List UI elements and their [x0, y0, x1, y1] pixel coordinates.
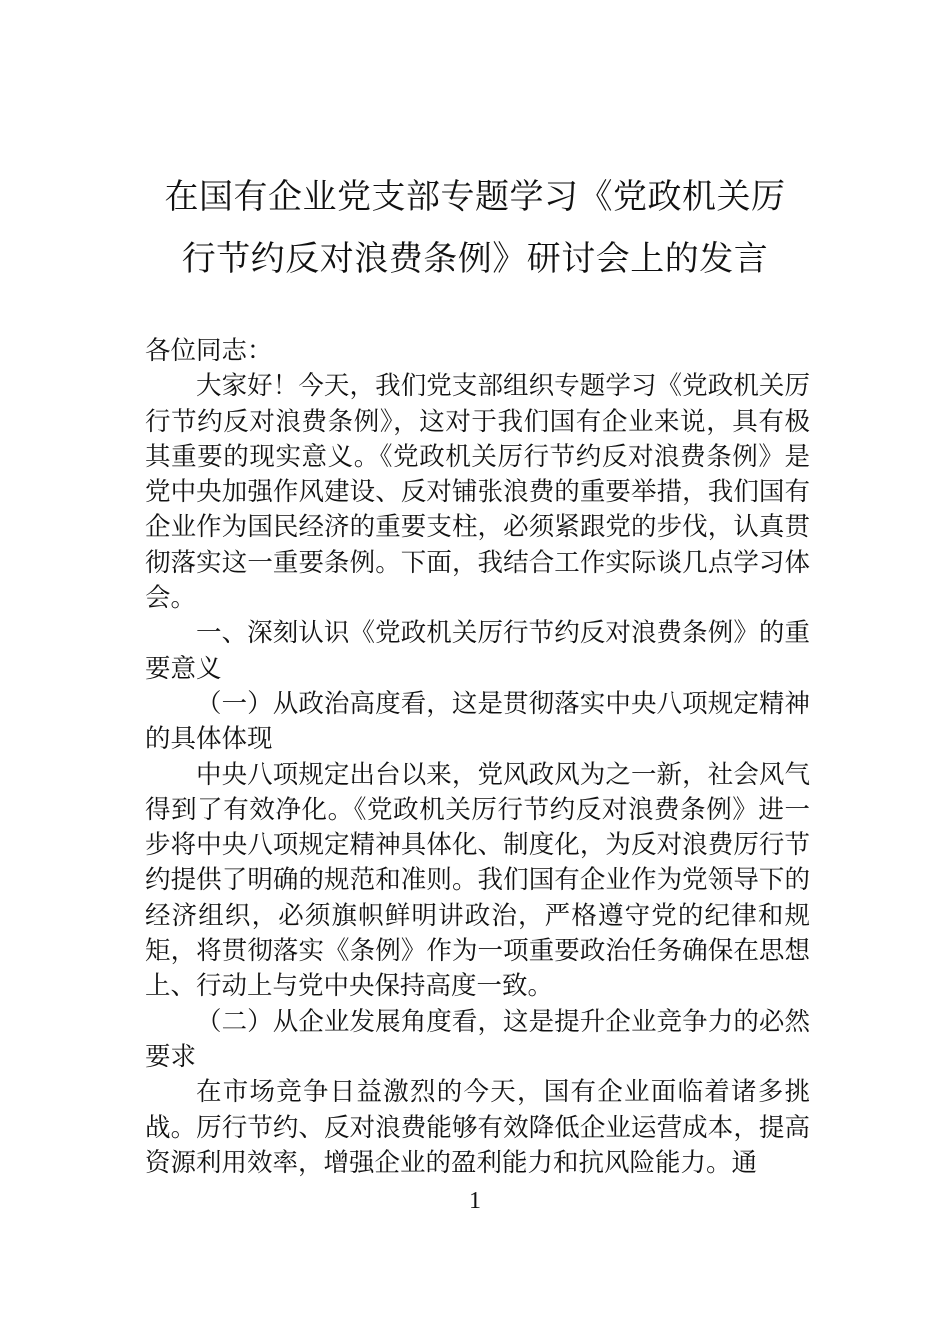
- subsection-heading-1: （一）从政治高度看，这是贯彻落实中央八项规定精神的具体体现: [145, 688, 810, 755]
- paragraph-subsection-1: 中央八项规定出台以来，党风政风为之一新，社会风气得到了有效净化。《党政机关厉行节约反对浪费条例》进一步将中央八项规定精神具体化、制度化，为反对浪费厉行节约提供了明确的规范和准则。我们国有企业作为党领导下的经济组织，必须旗帜鲜明讲政治，严格遵守党的纪律和规矩，将贯彻落实《条例》作为一项重要政治任务确保在思想上、行动上与党中央保持高度一致。: [145, 759, 810, 1002]
- paragraph-opening: 大家好！今天，我们党支部组织专题学习《党政机关厉行节约反对浪费条例》，这对于我们国有企业来说，具有极其重要的现实意义。《党政机关厉行节约反对浪费条例》是党中央加强作风建设、反对铺张浪费的重要举措，我们国有企业作为国民经济的重要支柱，必须紧跟党的步伐，认真贯彻落实这一重要条例。下面，我结合工作实际谈几点学习体会。: [145, 371, 810, 614]
- section-heading-1: 一、深刻认识《党政机关厉行节约反对浪费条例》的重要意义: [145, 618, 810, 684]
- document-body: [145, 334, 810, 1181]
- salutation: 各位同志：: [145, 336, 273, 366]
- title-line-2: 行节约反对浪费条例》研讨会上的发言: [181, 239, 769, 279]
- page-number: 1: [469, 1188, 481, 1214]
- subsection-heading-2: （二）从企业发展角度看，这是提升企业竞争力的必然要求: [145, 1006, 810, 1072]
- document-title: [100, 166, 850, 290]
- title-line-1: 在国有企业党支部专题学习《党政机关厉: [164, 177, 786, 217]
- paragraph-subsection-2: 在市场竞争日益激烈的今天，国有企业面临着诸多挑战。厉行节约、反对浪费能够有效降低企业运营成本，提高资源利用效率，增强企业的盈利能力和抗风险能力。通: [145, 1077, 810, 1178]
